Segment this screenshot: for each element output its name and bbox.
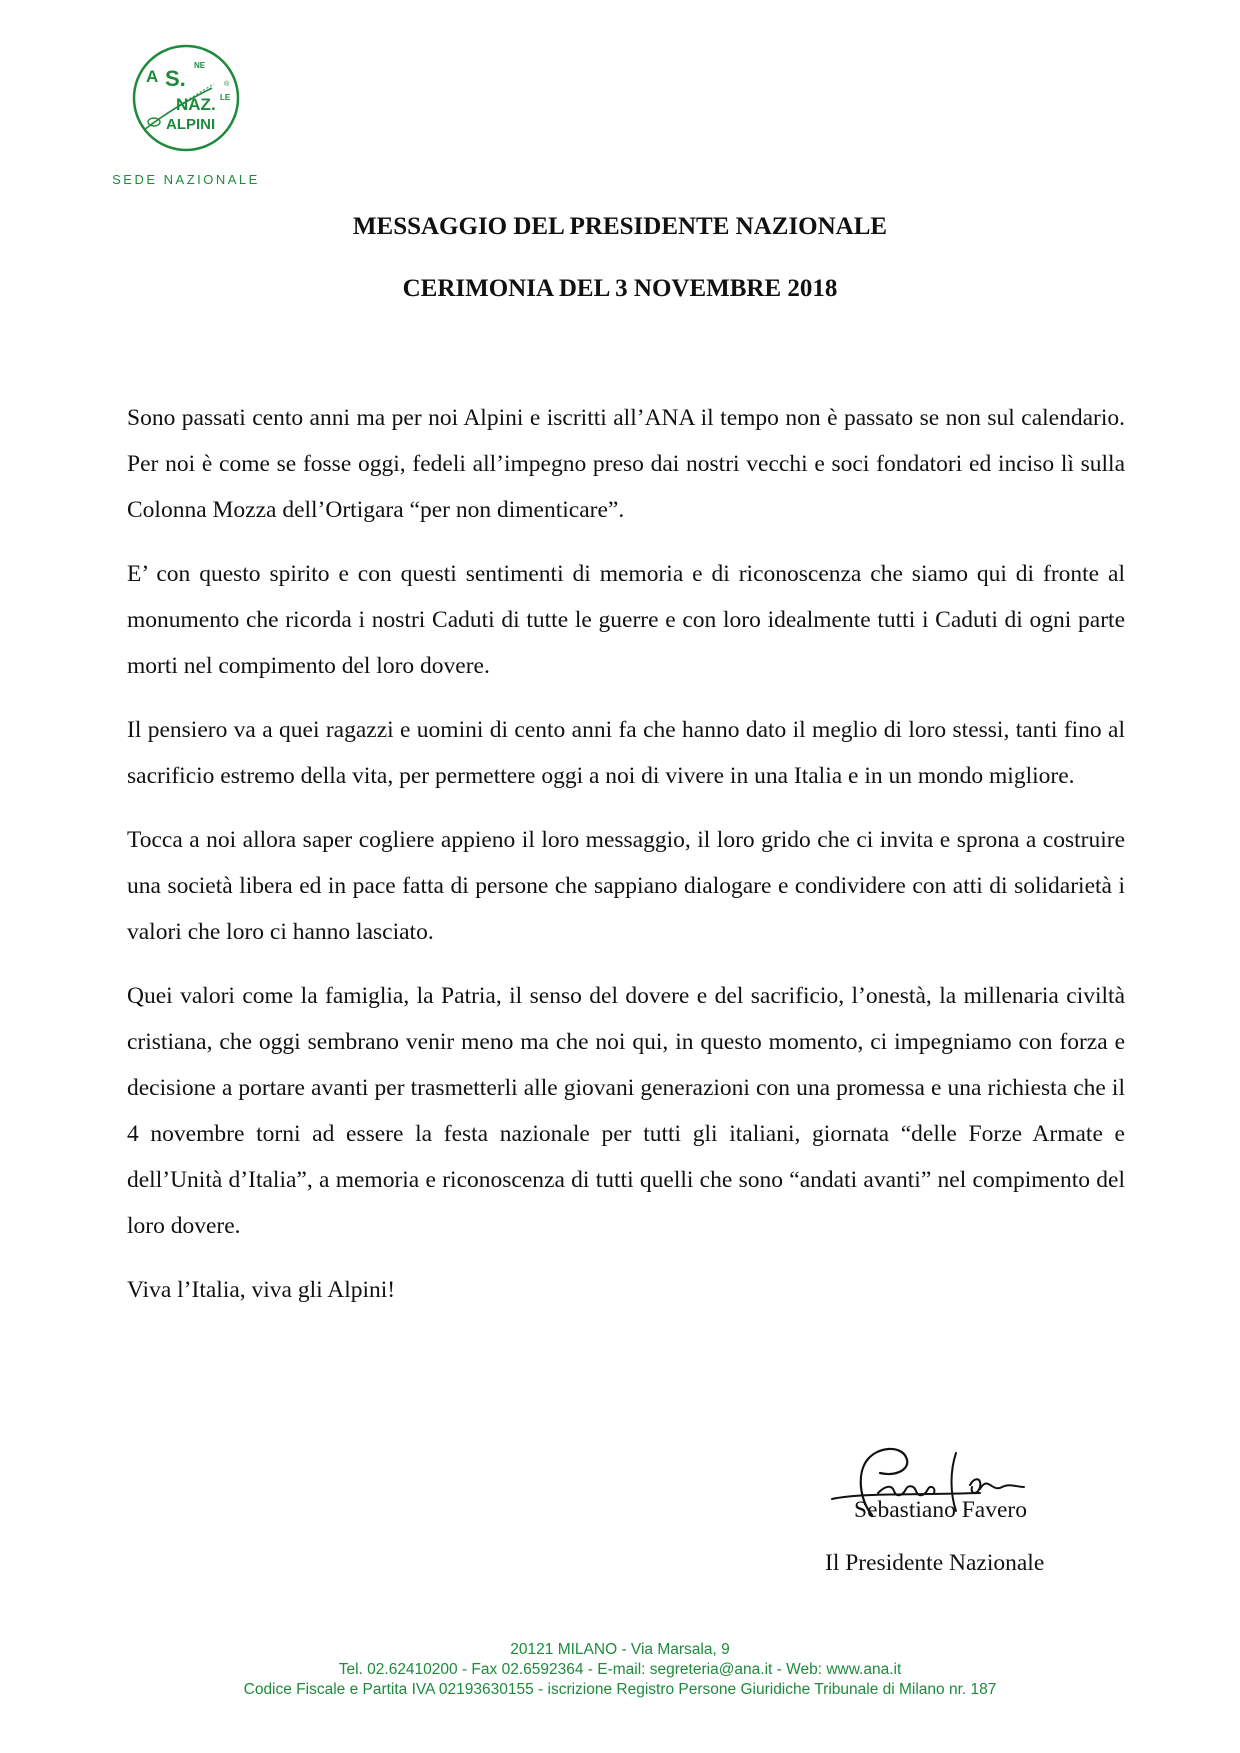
signer-role: Il Presidente Nazionale bbox=[825, 1550, 1045, 1576]
document-title: MESSAGGIO DEL PRESIDENTE NAZIONALE bbox=[352, 213, 888, 240]
letterhead-subtitle: SEDE NAZIONALE bbox=[112, 172, 260, 187]
document-subtitle: CERIMONIA DEL 3 NOVEMBRE 2018 bbox=[402, 275, 838, 302]
paragraph: Sono passati cento anni ma per noi Alpini e iscritti all’ANA il tempo non è passato se non sul calendario. Per noi è come se fosse oggi, fedeli all’impegno preso dai nostri vecchi e soci fondatori ed inciso lì sulla Colonna Mozza dell’Ortigara “per non dimenticare”. bbox=[127, 405, 1125, 523]
paragraph: E’ con questo spirito e con questi sentimenti di memoria e di riconoscenza che siamo qui di fronte al monumento che ricorda i nostri Caduti di tutte le guerre e con loro idealmente tutti i Caduti di ogni parte morti nel compimento del loro dovere. bbox=[127, 561, 1125, 679]
svg-text:NAZ.: NAZ. bbox=[176, 95, 216, 114]
paragraph: Tocca a noi allora saper cogliere appieno il loro messaggio, il loro grido che ci invita e sprona a costruire una società libera ed in pace fatta di persone che sappiano dialogare e condividere con atti di solidarietà i valori che loro ci hanno lasciato. bbox=[127, 827, 1125, 945]
closing-line: Viva l’Italia, viva gli Alpini! bbox=[127, 1277, 396, 1303]
footer-contacts: Tel. 02.62410200 - Fax 02.6592364 - E-mail: segreteria@ana.it - Web: www.ana.it bbox=[338, 1661, 902, 1678]
svg-text:NE: NE bbox=[194, 61, 206, 70]
svg-text:S.: S. bbox=[165, 66, 186, 91]
message-body bbox=[127, 395, 1125, 1331]
svg-text:A: A bbox=[146, 67, 159, 86]
paragraph: Il pensiero va a quei ragazzi e uomini di cento anni fa che hanno dato il meglio di loro stessi, tanti fino al sacrificio estremo della vita, per permettere oggi a noi di vivere in una Italia e in un mondo migliore. bbox=[127, 717, 1125, 789]
signer-name: Sebastiano Favero bbox=[854, 1497, 1027, 1523]
svg-text:ALPINI: ALPINI bbox=[166, 116, 216, 133]
svg-text:®: ® bbox=[224, 81, 230, 88]
paragraph: Quei valori come la famiglia, la Patria, il senso del dovere e del sacrificio, l’onestà, la millenaria civiltà cristiana, che oggi sembrano venir meno ma che noi qui, in questo momento, ci impegniamo con forza e decisione a portare avanti per trasmetterli alle giovani generazioni con una promessa e una richiesta che il 4 novembre torni ad essere la festa nazionale per tutti gli italiani, giornata “delle Forze Armate e dell’Unità d’Italia”, a memoria e riconoscenza di tutti quelli che sono “andati avanti” nel compimento del loro dovere. bbox=[127, 983, 1125, 1239]
svg-text:LE: LE bbox=[220, 93, 231, 102]
ana-logo-icon bbox=[130, 42, 242, 154]
footer-legal: Codice Fiscale e Partita IVA 02193630155 - iscrizione Registro Persone Giuridiche Tribunale di Milano nr. 187 bbox=[243, 1681, 997, 1698]
letterhead bbox=[100, 42, 272, 187]
footer-address: 20121 MILANO - Via Marsala, 9 bbox=[510, 1641, 730, 1658]
footer bbox=[0, 1640, 1240, 1700]
